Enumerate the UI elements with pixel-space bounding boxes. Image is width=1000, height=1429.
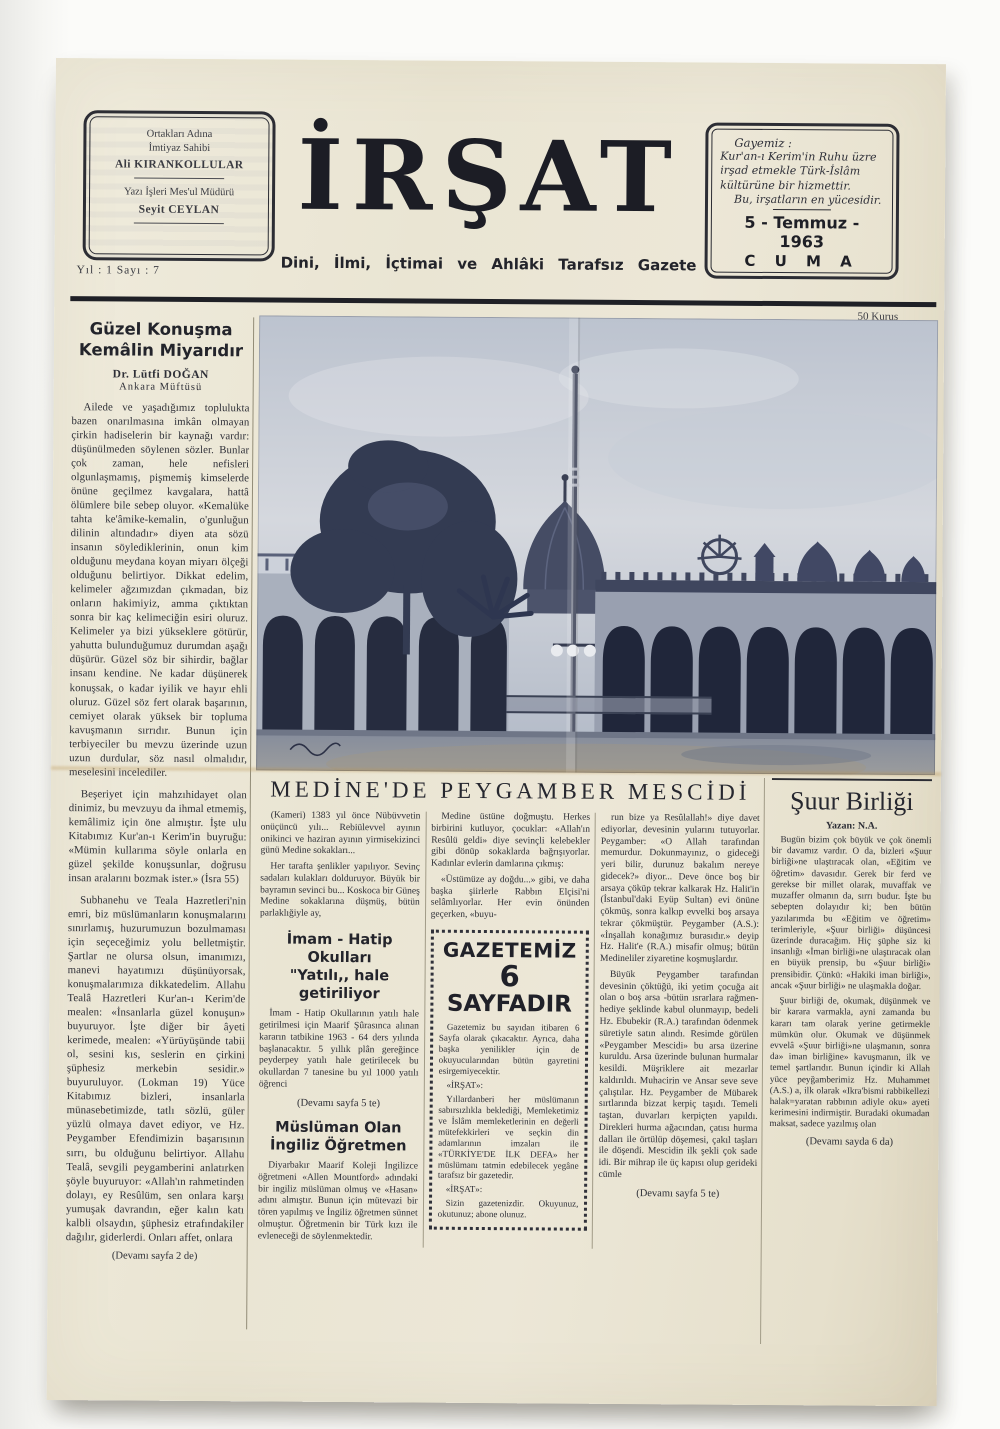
issue-line: Yıl : 1 Sayı : 7 <box>76 264 160 277</box>
main-section <box>252 315 938 1345</box>
promo-paragraph: Gazetemiz bu sayıdan itibaren 6 Sayfa olarak çıkacaktır. Ayrıca, daha başka yenilikler için de okuyucularından bütün gayretini esirgemiyecektir. <box>438 1021 580 1076</box>
lower-columns <box>252 774 935 1345</box>
publisher-line2: İmtiyaz Sahibi <box>148 142 211 155</box>
suur-birligi-title: Şuur Birliği <box>789 786 914 817</box>
left-article-paragraph: Subhanehu ve Teala Hazretleri'nin emri, biz müslümanların konuşmalarını sınırlamış, huzurumuzun bozulmaması için seçeceğimiz yolu belletmiştir. Şartlar ne olursa olsun, imanımızı, manevi hayatımızı düşünüyorsak, konuşmalarımıza dikkatedelim. Allahu Tealâ Hazretleri Kur'an-ı Kerim'de mealen: «İnsanlarla güzel konuşun» buyuruyor. İşte diğer bir âyeti kerimede, mealen: «Yürüyüşünde tabii ol, sesini kıs, seslerin en çirkini şüphesiz merkebin sesidir.» buyuruluyor. (Lokman 19) Yüce Kitabımız bizleri, insanlarla münasebetimizde, tatlı sözlü, güler yüzlü olmaya davet ediyor, ve Hz. Peygamber Efendimizin başarısının sırrı, bu olduğunu belirtiyor. Allahu Tealâ, sevgili peygamberini anlatırken şöyle buyuruyor: «Allah'ın rahmetinden dolayı, ey Resûlüm, sen onlara karşı yumuşak davrandın, eğer kalın katı kalbli olsaydın, şüphesiz etrafındakiler dağılır, giderlerdi. Onları affet, onlara <box>65 894 247 1244</box>
paper-title: İRŞAT <box>297 117 682 235</box>
divider <box>134 222 224 224</box>
paper-subtitle: Dini, İlmi, İçtimai ve Ahlâki Tarafsız Gazete <box>280 253 697 275</box>
divider <box>773 209 831 210</box>
author-title: Ankara Müftüsü <box>119 381 203 393</box>
suur-birligi-article <box>760 778 934 1345</box>
mosque-photo <box>256 315 938 775</box>
title-block <box>263 99 716 274</box>
main-article-col2 <box>422 812 595 1250</box>
continuation-note: (Devamı sayda 6 da) <box>805 1135 894 1148</box>
price-label: 50 Kuruş <box>857 310 899 323</box>
manager-title: Yazı İşleri Mes'ul Müdürü <box>123 186 235 199</box>
promo-paragraph: «İRŞAT»: <box>445 1184 483 1195</box>
left-article-title-line1: Güzel Konuşma <box>89 319 233 340</box>
owner-name: Ali KIRANKOLLULAR <box>114 158 244 172</box>
continuation-note: (Devamı sayfa 5 te) <box>296 1097 381 1110</box>
article-paragraph: Her tarafta şenlikler yapılıyor. Sevinç sadaları kulakları dolduruyor. Büyük bir bayramın sevinci bu... Koskoca bir Güneş Medine sokaklarına düşmüş, bütün parlaklığiyle ay, <box>259 861 421 919</box>
motto-text2: Bu, irşatların en yücesidir. <box>733 192 882 207</box>
left-article-paragraph: Beşeriyet için mahzıhidayet olan dinimiz, bu mevzuyu da ihmal etmemiş, kemâlimiz için öne almıştır. İşte ulu Kitabımız Kur'an-ı Kerim'in buyruğu: «Mümin kullarıma söyle onlarla en güzel şekilde konuşsunlar, doğrusu insan aralarını bozmak ister.» (İsra 55) <box>68 787 247 886</box>
article-paragraph: Büyük Peygamber tarafından devesinin çöktüğü, iki yetim çocuğa ait olan o boş arsa -bütün ısrarlara rağmen-hediye şeklinde kabul olunmayıp, bedeli Hz. Ebubekir (R.A.) tarafından ödenmek süretiyle satın alındı. Resimde görülen «Peygamber Mescidi» bu arsa üzerine kuruldu. Arsa üzerinde bulunan hurmalar kesildi. Müşriklere ait mezarlar kaldırıldı. Muhacirin ve Ansar seve seve çalıştılar. Hz. Peygamber de Mübarek sırtlarında bizzat kerpiç taşıdı. Temeli taştan, duvarları kerpiçten yapıldı. Direkleri hurma ağacından, çatısı hurma dalları ile örtülüp döşemesi, çakıl taşları ile döşendi. Mescidin ilk şekli çok sade idi. Bir mihrap ile üç kapısı olup gerideki cümle <box>598 969 759 1180</box>
main-article-col1 <box>253 810 426 1248</box>
promo-paragraph: «İRŞAT»: <box>446 1079 484 1090</box>
issue-date: 5 - Temmuz - 1963 <box>744 212 860 252</box>
author-name: Dr. Lütfi DOĞAN <box>112 368 209 381</box>
main-article-col3 <box>592 813 765 1251</box>
publisher-box <box>83 110 276 261</box>
left-article-paragraph: Ailede ve yaşadığımız toplulukta bazen onarılmasına imkân olmayan çirkin hadiselerin bir kaynağı vardır: düşünülmeden söylenen sözler. Bunlar çok zaman, hele nefisleri olgunlaşmamış, pişmemiş kimselerde önüne geçilmez kavgalara, hattâ ölümlere bile sebep oluyor. «Kemalüke tahta ke'âmike-kemalin, o'gunluğun dilinin altındadır» diyen ata sözü insanın söylediklerinin, onun kim olduğunu meydana koyan miyarı ölçeği olduğunu belirtiyor. Dikkat edelim, kelimeler ağzımızdan çıkmadan, biz onların hakimiyiz, amma çıktıktan sonra bir kaç kelimeciğin esiri oluruz. Kelimeler ya bizi yükseklere götürür, yahutta bulunduğumuz durumdan aşağı düşürür. Güzel söz bir sihirdir, bağlar insanı kendine. Ne kadar düşünerek konuşsak, o kadar iyilik ve hayır ehli oluruz. Güzel söz fert olarak başarının, cemiyet olarak yüksek bir topluma kavuşmanın sırrıdır. Bunun için terbiyeciler bu mevzu üzerinde uzun uzun durdular, söz nasıl olmalıdır, meselesini incelediler. <box>68 401 250 779</box>
promo-title: GAZETEMİZ <box>442 937 577 963</box>
article-paragraph: «Üstümüze ay doğdu...» gibi, ve daha başka şiirlerle Rabbın Elçisi'ni selâmlıyorlar. Her evin önünden geçerken, «buyu- <box>430 874 590 921</box>
english-teacher-body: Diyarbakır Maarif Koleji İngilizce öğretmeni «Allen Mountford» adındaki bir ingiliz müslüman olmuş ve «Hasan» adını almıştır. Bunun için mütevazi bir tören yapılmış ve İngiliz öğretmen sünnet olmuştur. Öğretmenin bir Türk kızı ile evleneceği de söylenmektedir. <box>257 1160 418 1242</box>
suur-birligi-byline: Yazan: N.A. <box>825 820 878 832</box>
article-paragraph: (Kameri) 1383 yıl önce Nübüvvetin onüçüncü yılı... Rebiülevvel ayının onikinci ve haziran ayının yirmisekizinci günü Medine sokakları... <box>260 810 421 857</box>
main-article-area <box>252 774 765 1344</box>
issue-day: C U M A <box>744 251 859 271</box>
column-top-rule <box>772 778 932 781</box>
imam-hatip-body: İmam - Hatip Okullarının yatılı hale getirilmesi için Maarif Şûrasınca alınan kararın tatbikine 1963 - 64 ders yılında başlanacaktır. 5 yıllık plân gereğince peyderpey yatılı hale getirilecek bu okullardan 7 tanesine bu yıl 1000 yatılı öğrenci <box>258 1008 420 1090</box>
newspaper-page <box>47 58 946 1406</box>
page-content <box>47 314 944 1350</box>
promo-box <box>428 930 589 1232</box>
article-paragraph: run bize ya Resûlallah!» diye davet ediyorlar, devesinin yularını tutuyorlar. Peygamber: «O Allah tarafından memurdur. Dokunmayınız, o gideceği yeri bilir, durunuz bakalım nereye gidecek?» diyor... Deve önce boş bir arsaya çöküp tekrar kalkarak Hz. Halit'in (İstanbul'daki Eyüp Sultan) evi önüne çökmüş, sonra kalkıp evvelki boş arsaya tekrar çökmüştür. Peygamber (A.S.): «İnşallah konağımız burasıdır.» deyip Hz. Halit'e (R.A.) misafir olmuş; bütün Medineliler ziyaretine koşmuşlardır. <box>600 812 760 965</box>
manager-name: Seyit CEYLAN <box>138 203 220 216</box>
promo-paragraph: Sizin gazetenizdir. Okuyunuz, okutunuz; abone olunuz. <box>437 1198 579 1220</box>
left-article-title-line2: Kemâlin Miyarıdır <box>78 340 244 361</box>
article-paragraph: Bugün bizim çok büyük ve çok önemli bir davamız vardır. O da, bizleri «Şuur birliği»ne ulaştıracak olan, «Eğitim ve öğretim» davasıdır. Gerek bir ferd ve gerekse bir millet olarak, muvaffak ve muzaffer olmanın da, sırrı budur. İşte bu sebepten dolayıdır ki; ben bütün yazılarımda bu «Eğitim ve öğretim» terimleriyle, «Şuur birliği» düşüncesi üzerinde duracağım. Hiç şüphe siz ki insanlığı «İman birliği»ne ulaştıracak olan en büyük prensip, bu «Şuur birliği» prensibidir. Çünkü: «Hakiki iman birliği», ancak «Şuur birliği» ne ulaşmakla doğar. <box>770 834 932 991</box>
main-headline: MEDİNE'DE PEYGAMBER MESCİDİ <box>270 776 751 805</box>
promo-page-count: 6 <box>499 959 520 994</box>
motto-heading: Gayemiz : <box>734 135 793 151</box>
header-rule <box>70 296 936 307</box>
divider <box>134 178 224 180</box>
english-teacher-title: Müslüman Olan İngiliz Öğretmen <box>269 1119 407 1155</box>
promo-title2: SAYFADIR <box>446 990 573 1018</box>
promo-paragraph: Yıllardanberi her müslümanın sabırsızlıkla beklediği, Memleketimiz ve İslâm memleketlerinin en değerli mütefekkirleri ve seçkin din adamlarının imzaları ile «TÜRKİYE'DE İLK DEFA» her müslümanı tatmin edebilecek yegâne tarafsız bir gazetedir. <box>437 1093 580 1181</box>
motto-text: Kur'an-ı Kerim'in Ruhu üzre irşad etmekle Türk-İslâm kültürüne bir hizmettir. <box>720 149 877 193</box>
masthead <box>54 58 946 323</box>
continuation-note: (Devamı sayfa 5 te) <box>636 1187 720 1200</box>
motto-box <box>704 123 899 280</box>
continuation-note: (Devamı sayfa 2 de) <box>111 1250 198 1262</box>
publisher-line1: Ortakları Adına <box>146 128 213 141</box>
imam-hatip-title: İmam - Hatip Okulları "Yatılı,, hale getiriliyor <box>286 931 393 1003</box>
article-paragraph: Şuur birliği de, okumak, düşünmek ve bir karara varmakla, ayni zamanda bu kararı tam olarak yerine getirmekle mümkün olur. Okumak ve düşünmek evvelâ «Şuur birliği»ne ulaşmanın, sonra da» iman birliğine» kavuşmanın, ilk ve temel şartlarıdır. Bunun içindir ki Allah yüce peyğamberimiz Hz. Muhammet (A.S.) a, ilk olarak «Ikra'bismi rabbikellezi halak=yaratan rabbının adiyle oku» ayeti kerimesini indirmiştir. Buradaki okumadan maksat, sadece yazılmış olan <box>769 995 931 1130</box>
left-article <box>65 318 250 1333</box>
article-paragraph: Medine üstüne doğmuştu. Herkes birbirini kutluyor, çocuklar: «Allah'ın Resûlü geldi» diye sevinçli kelebekler gibi dönüp sokaklarda bağrışıyorlar. Kadınlar evlerin damlarına çıkmış: <box>431 811 591 870</box>
